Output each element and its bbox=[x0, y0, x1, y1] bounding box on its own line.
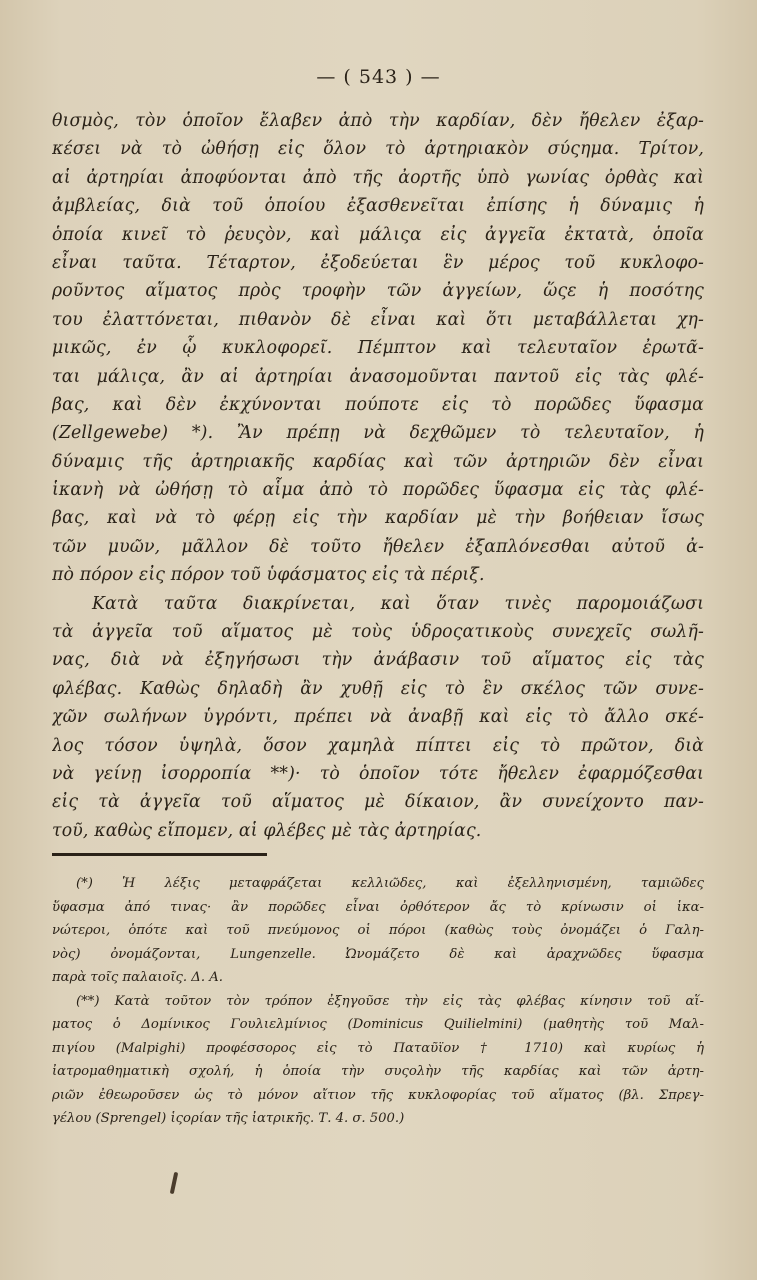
text-line: θισμὸς, τὸν ὁποῖον ἔλαβεν ἀπὸ τὴν καρδίαν, δὲν ἤθελεν ἐξαρ- bbox=[52, 111, 704, 131]
text-line: αἱ ἀρτηρίαι ἀποφύονται ἀπὸ τῆς ἀορτῆς ὑπὸ γωνίας ὀρθὰς καὶ bbox=[52, 167, 704, 188]
footnotes bbox=[52, 872, 704, 1131]
text-line: κέσει νὰ τὸ ὠθήσῃ εἰς ὅλον τὸ ἀρτηριακὸν σύςημα. Τρίτον, bbox=[52, 139, 704, 160]
text-line: φλέβας. Καθὼς δηλαδὴ ἂν χυθῇ εἰς τὸ ἓν σκέλος τῶν συνε- bbox=[52, 678, 704, 699]
footnote-line: πιγίου (Malpighi) προφέσσορος εἰς τὸ Παταῦϊον † 1710) καὶ κυρίως ἡ bbox=[52, 1040, 704, 1056]
footnote-line: ὕφασμα ἀπό τινας· ἂν πορῶδες εἶναι ὀρθότερον ἄς τὸ κρίνωσιν οἱ ἱκα- bbox=[52, 899, 704, 915]
footnote-line: ἰατρομαθηματικὴ σχολή, ἡ ὁποία τὴν συςολὴν τῆς καρδίας καὶ τῶν ἀρτη- bbox=[52, 1064, 704, 1079]
ink-mark bbox=[170, 1172, 178, 1194]
text-line: τὰ ἀγγεῖα τοῦ αἵματος μὲ τοὺς ὑδροςατικοὺς συνεχεῖς σωλῆ- bbox=[52, 622, 704, 643]
footnote-divider bbox=[52, 853, 267, 856]
text-line: ροῦντος αἵματος πρὸς τροφὴν τῶν ἀγγείων, ὥςε ἡ ποσότης bbox=[52, 281, 704, 302]
page-number: — ( 543 ) — bbox=[316, 66, 441, 88]
footnote-line: (**) Κατὰ τοῦτον τὸν τρόπον ἐξηγοῦσε τὴν εἰς τὰς φλέβας κίνησιν τοῦ αἵ- bbox=[76, 993, 704, 1009]
text-line: βας, καὶ νὰ τὸ φέρῃ εἰς τὴν καρδίαν μὲ τὴν βοήθειαν ἴσως bbox=[52, 508, 704, 529]
text-line: του ἐλαττόνεται, πιθανὸν δὲ εἶναι καὶ ὅτι μεταβάλλεται χη- bbox=[52, 309, 704, 330]
footnote-line: ματος ὁ Δομίνικος Γουλιελμίνιος (Dominicus Quilielmini) (μαθητὴς τοῦ Μαλ- bbox=[52, 1017, 704, 1032]
text-line: εἶναι ταῦτα. Τέταρτον, ἐξοδεύεται ἓν μέρος τοῦ κυκλοφο- bbox=[52, 252, 704, 273]
text-line: ἱκανὴ νὰ ὠθήσῃ τὸ αἷμα ἀπὸ τὸ πορῶδες ὕφασμα εἰς τὰς φλέ- bbox=[52, 480, 704, 501]
text-line: ἀμβλείας, διὰ τοῦ ὁποίου ἐξασθενεῖται ἐπίσης ἡ δύναμις ἡ bbox=[52, 196, 704, 217]
footnote-line: νὸς) ὀνομάζονται, Lungenzelle. Ὠνομάζετο δὲ καὶ ἀραχνῶδες ὕφασμα bbox=[52, 946, 704, 962]
text-line: δύναμις τῆς ἀρτηριακῆς καρδίας καὶ τῶν ἀρτηριῶν δὲν εἶναι bbox=[52, 451, 704, 472]
text-line: ὁποία κινεῖ τὸ ῥευςὸν, καὶ μάλιςα εἰς ἀγγεῖα ἐκτατὰ, ὁποῖα bbox=[52, 224, 704, 245]
footnote-line: ριῶν ἐθεωροῦσεν ὡς τὸ μόνον αἴτιον τῆς κυκλοφορίας τοῦ αἵματος (βλ. Σπρεγ- bbox=[52, 1087, 704, 1103]
text-line: λος τόσον ὑψηλὰ, ὅσον χαμηλὰ πίπτει εἰς τὸ πρῶτον, διὰ bbox=[52, 735, 704, 756]
text-line: (Zellgewebe) *). Ἂν πρέπῃ νὰ δεχθῶμεν τὸ τελευταῖον, ἡ bbox=[52, 423, 704, 444]
text-line: εἰς τὰ ἀγγεῖα τοῦ αἵματος μὲ δίκαιον, ἂν συνείχοντο παν- bbox=[52, 792, 704, 813]
footnote-line: (*) Ἡ λέξις μεταφράζεται κελλιῶδες, καὶ ἐξελληνισμένη, ταμιῶδες bbox=[76, 876, 704, 891]
footnote-line: γέλου (Sprengel) ἱςορίαν τῆς ἰατρικῆς. Τ. 4. σ. 500.) bbox=[52, 1111, 405, 1126]
main-text bbox=[52, 107, 704, 845]
text-line: τῶν μυῶν, μᾶλλον δὲ τοῦτο ἤθελεν ἐξαπλόνεσθαι αὐτοῦ ἀ- bbox=[52, 536, 704, 557]
text-line: τοῦ, καθὼς εἴπομεν, αἱ φλέβες μὲ τὰς ἀρτηρίας. bbox=[52, 820, 482, 841]
text-line: ται μάλιςα, ἂν αἱ ἀρτηρίαι ἀνασομοῦνται παντοῦ εἰς τὰς φλέ- bbox=[52, 366, 704, 387]
text-line: χῶν σωλήνων ὑγρόντι, πρέπει νὰ ἀναβῇ καὶ εἰς τὸ ἄλλο σκέ- bbox=[52, 707, 704, 728]
text-line: πὸ πόρον εἰς πόρον τοῦ ὑφάσματος εἰς τὰ πέριξ. bbox=[52, 565, 485, 586]
text-line: μικῶς, ἐν ᾧ κυκλοφορεῖ. Πέμπτον καὶ τελευταῖον ἐρωτᾶ- bbox=[52, 338, 704, 359]
footnote-line: νώτεροι, ὁπότε καὶ τοῦ πνεύμονος οἱ πόροι (καθὼς τοὺς ὀνομάζει ὁ Γαλη- bbox=[52, 923, 704, 938]
text-line: νας, διὰ νὰ ἐξηγήσωσι τὴν ἀνάβασιν τοῦ αἵματος εἰς τὰς bbox=[52, 650, 704, 671]
text-line: Κατὰ ταῦτα διακρίνεται, καὶ ὅταν τινὲς παρομοιάζωσι bbox=[92, 593, 704, 614]
text-line: νὰ γείνῃ ἰσορροπία **)· τὸ ὁποῖον τότε ἤθελεν ἐφαρμόζεσθαι bbox=[52, 763, 704, 784]
text-line: βας, καὶ δὲν ἐκχύνονται πούποτε εἰς τὸ πορῶδες ὕφασμα bbox=[52, 394, 704, 415]
footnote-line: παρὰ τοῖς παλαιοῖς. Δ. Α. bbox=[52, 970, 223, 985]
